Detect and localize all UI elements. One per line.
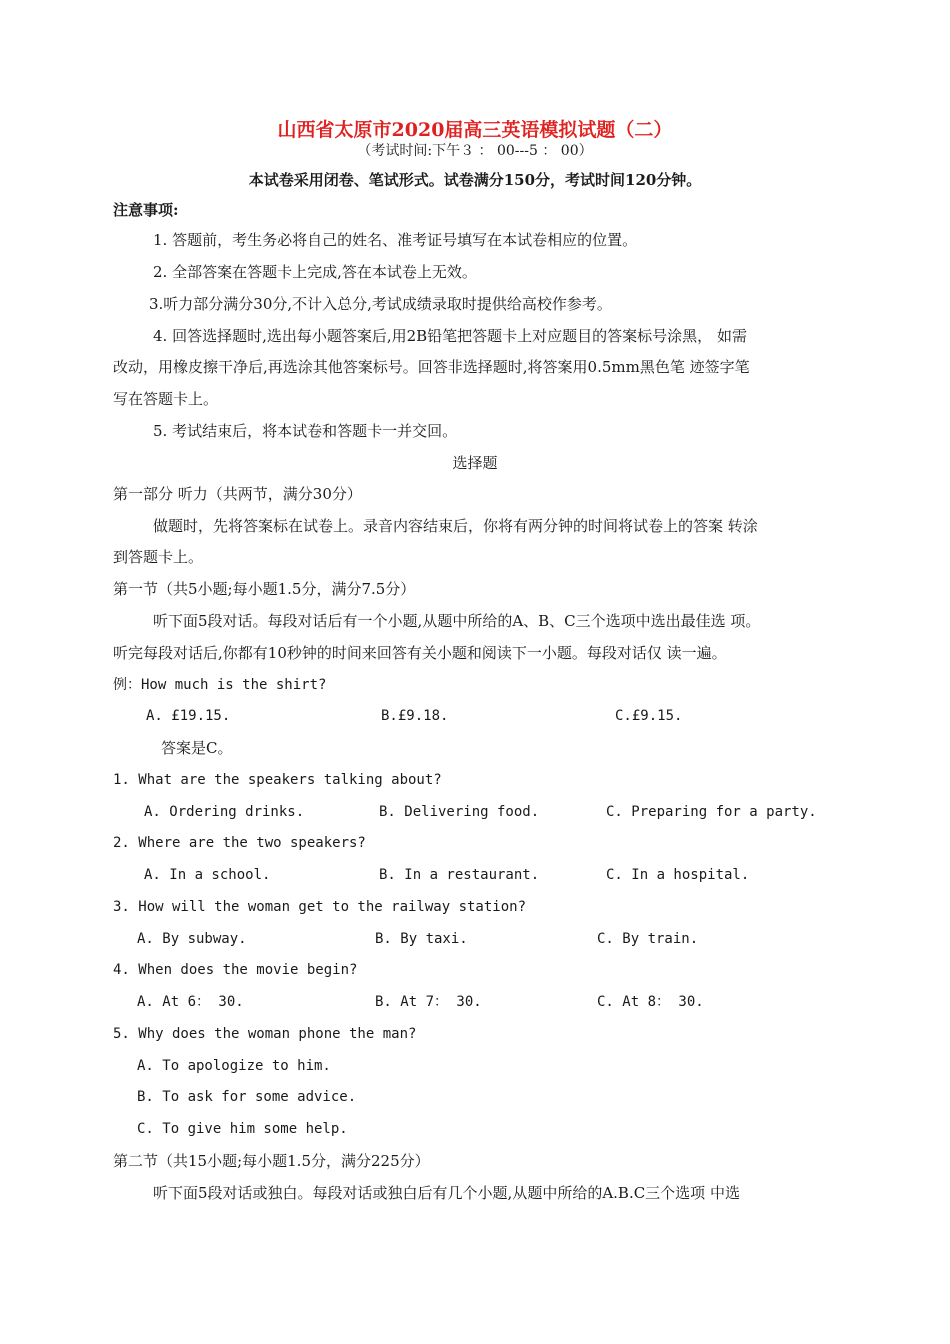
question-1: 1. What are the speakers talking about? xyxy=(113,772,442,788)
example-option-c: C.£9.15. xyxy=(615,708,683,724)
example-option-a: A. £19.15. xyxy=(146,708,231,724)
question-2-option-b: B. In a restaurant. xyxy=(379,867,540,883)
section-title: 选择题 xyxy=(452,454,498,472)
question-5-option-b: B. To ask for some advice. xyxy=(137,1089,357,1105)
section1-heading: 第一节（共5小题;每小题1.5分，满分7.5分） xyxy=(113,580,416,598)
example-answer: 答案是C。 xyxy=(161,739,233,757)
section1-intro-line-1: 听下面5段对话。每段对话后有一个小题,从题中所给的A、B、C三个选项中选出最佳选 项。 xyxy=(153,612,761,630)
notice-heading: 注意事项: xyxy=(113,201,179,219)
question-4: 4. When does the movie begin? xyxy=(113,962,358,978)
exam-format-note: 本试卷采用闭卷、笔试形式。试卷满分150分，考试时间120分钟。 xyxy=(248,171,702,189)
part1-intro-line-2: 到答题卡上。 xyxy=(113,548,204,566)
notice-item-5: 5. 考试结束后，将本试卷和答题卡一并交回。 xyxy=(153,422,458,440)
notice-item-3: 3.听力部分满分30分,不计入总分,考试成绩录取时提供给高校作参考。 xyxy=(149,295,612,313)
section2-heading: 第二节（共15小题;每小题1.5分，满分225分） xyxy=(113,1152,430,1170)
question-3-option-b: B. By taxi. xyxy=(375,931,468,947)
part1-intro-line-1: 做题时，先将答案标在试卷上。录音内容结束后，你将有两分钟的时间将试卷上的答案 转涂 xyxy=(153,517,758,535)
question-1-option-a: A. Ordering drinks. xyxy=(144,804,305,820)
notice-item-2: 2. 全部答案在答题卡上完成,答在本试卷上无效。 xyxy=(153,263,477,281)
notice-item-4-line-2: 改动，用橡皮擦干净后,再选涂其他答案标号。回答非选择题时,将答案用0.5mm黑色笔 迹签字笔 xyxy=(113,358,750,376)
exam-time: （考试时间:下午３ ： 00---5 ： 00） xyxy=(357,143,593,159)
section2-intro-line-1: 听下面5段对话或独白。每段对话或独白后有几个小题,从题中所给的A.B.C三个选项 中选 xyxy=(153,1184,740,1202)
question-3-option-a: A. By subway. xyxy=(137,931,247,947)
page-title: 山西省太原市2020届高三英语模拟试题（二） xyxy=(277,119,673,141)
question-1-option-b: B. Delivering food. xyxy=(379,804,540,820)
question-5-option-a: A. To apologize to him. xyxy=(137,1058,331,1074)
question-3-option-c: C. By train. xyxy=(597,931,699,947)
notice-item-1: 1. 答题前，考生务必将自己的姓名、准考证号填写在本试卷相应的位置。 xyxy=(153,231,638,249)
question-3: 3. How will the woman get to the railway station? xyxy=(113,899,527,915)
notice-item-4-line-1: 4. 回答选择题时,选出每小题答案后,用2B铅笔把答题卡上对应题目的答案标号涂黑， 如需 xyxy=(153,327,747,345)
example-option-b: B.£9.18. xyxy=(381,708,449,724)
question-4-option-c: C. At 8： 30. xyxy=(597,994,704,1010)
question-1-option-c: C. Preparing for a party. xyxy=(606,804,817,820)
question-2-option-c: C. In a hospital. xyxy=(606,867,750,883)
question-2: 2. Where are the two speakers? xyxy=(113,835,366,851)
section1-intro-line-2: 听完每段对话后,你都有10秒钟的时间来回答有关小题和阅读下一小题。每段对话仅 读一遍。 xyxy=(113,644,727,662)
example-question: 例：How much is the shirt? xyxy=(113,677,327,693)
question-4-option-b: B. At 7： 30. xyxy=(375,994,482,1010)
question-2-option-a: A. In a school. xyxy=(144,867,271,883)
part1-heading: 第一部分 听力（共两节，满分30分） xyxy=(113,485,362,503)
notice-item-4-line-3: 写在答题卡上。 xyxy=(113,390,219,408)
question-5-option-c: C. To give him some help. xyxy=(137,1121,348,1137)
question-4-option-a: A. At 6： 30. xyxy=(137,994,244,1010)
question-5: 5. Why does the woman phone the man? xyxy=(113,1026,417,1042)
